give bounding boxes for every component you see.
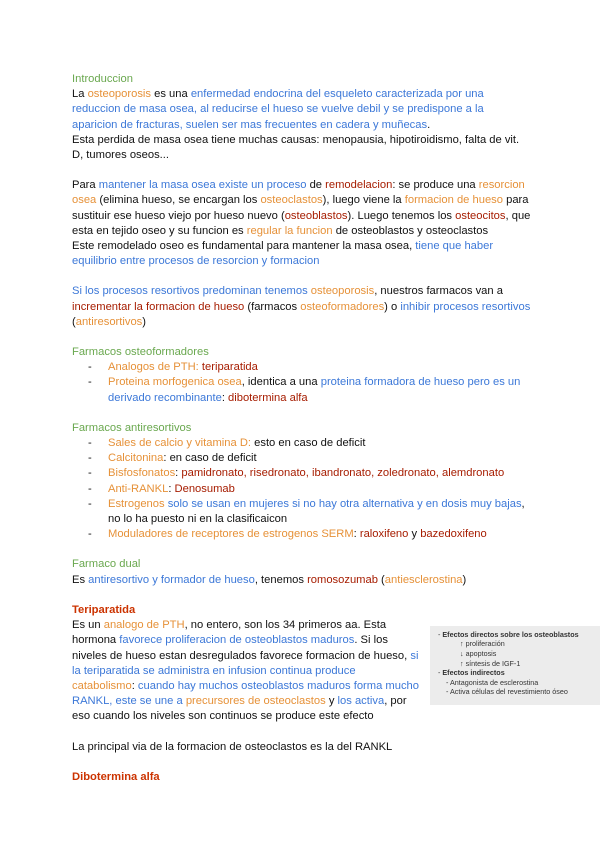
teriparatida-paragraph: Es un analogo de PTH, no entero, son los 34 primeros aa. Esta hormona favorece proliferacion de osteoblastos maduros. Si los niveles de hueso estan desregulados favorece formacion de hueso, si la teriparatida se administra en infusion continua produce catabolismo: cuando hay muchos osteoblastos maduros forma mucho RANKL, este se une a precursores de osteoclastos y los activa, por eso cuando los niveles son continuos se produce este efecto: [72, 619, 420, 723]
effects-direct-item: ↑ proliferación: [460, 639, 505, 649]
osteoformadores-heading: Farmacos osteoformadores: [72, 346, 209, 359]
list-item: - Moduladores de receptores de estrogenos SERM: raloxifeno y bazedoxifeno: [88, 528, 487, 541]
rankl-paragraph: La principal via de la formacion de osteoclastos es la del RANKL: [72, 740, 393, 753]
effects-indirect-title: Efectos indirectos: [442, 668, 505, 678]
antiresortivos-heading: Farmacos antiresortivos: [72, 421, 192, 434]
antiresortivos-list: [72, 436, 532, 542]
document-page: [72, 72, 579, 785]
intro-paragraph-2: Esta perdida de masa osea tiene muchas causas: menopausia, hipotiroidismo, falta de vit. D, tumores oseos...: [72, 133, 520, 162]
effects-indirect-item: Antagonista de esclerostina: [450, 677, 539, 687]
intro-paragraph-1: La osteoporosis es una enfermedad endocrina del esqueleto caracterizada por una reduccion de masa osea, al reducirse el hueso se vuelve debil y se predispone a la aparicion de fracturas, suelen ser mas frecuentes en cadera y muñecas.: [72, 88, 484, 131]
list-item: - Calcitonina: en caso de deficit: [88, 452, 257, 465]
intro-paragraph-4: Este remodelado oseo es fundamental para mantener la masa osea, tiene que haber equilibrio entre procesos de resorcion y formacion: [72, 240, 494, 268]
osteoformadores-list: [72, 360, 532, 406]
intro-heading: Introduccion: [72, 73, 133, 85]
list-item: - Anti-RANKL: Denosumab: [88, 482, 235, 495]
intro-paragraph-5: Si los procesos resortivos predominan tenemos osteoporosis, nuestros farmacos van a incrementar la formacion de hueso (farmacos osteoformadores) o inhibir procesos resortivos (antiresortivos): [72, 285, 531, 328]
list-item: - Analogos de PTH: teriparatida: [88, 361, 258, 374]
list-item: - Bisfosfonatos: pamidronato, risedronato, ibandronato, zoledronato, alemdronato: [88, 467, 505, 480]
effects-indirect-item: Activa células del revestimiento óseo: [450, 687, 568, 697]
effects-figure: - Efectos directos sobre los osteoblastos ↑ proliferación ↓ apoptosis ↑ síntesis de IGF-1 - Efectos indirectos - Antagonista de esclerostina - Activa células del revestimiento óseo: [430, 626, 600, 705]
list-item: - Proteina morfogenica osea, identica a una proteina formadora de hueso pero es un derivado recombinante: dibotermina alfa: [88, 376, 521, 404]
effects-direct-item: ↓ apoptosis: [460, 649, 497, 659]
list-item: - Sales de calcio y vitamina D: esto en caso de deficit: [88, 437, 366, 450]
dibotermina-heading: Dibotermina alfa: [72, 770, 160, 783]
effects-direct-title: Efectos directos sobre los osteoblastos: [442, 629, 579, 639]
intro-paragraph-3: Para mantener la masa osea existe un proceso de remodelacion: se produce una resorcion osea (elimina hueso, se encargan los osteoclastos), luego viene la formacion de hueso para sustituir ese hueso viejo por hueso nuevo (osteoblastos). Luego tenemos los osteocitos, que esta en tejido oseo y su funcion es regular la funcion de osteoblastos y osteoclastos: [72, 179, 531, 237]
teriparatida-section: [72, 603, 579, 725]
dual-heading: Farmaco dual: [72, 558, 141, 571]
teriparatida-heading: Teriparatida: [72, 603, 136, 616]
dual-paragraph: Es antiresortivo y formador de hueso, tenemos romosozumab (antiesclerostina): [72, 573, 467, 586]
list-item: - Estrogenos solo se usan en mujeres si no hay otra alternativa y en dosis muy bajas, no lo ha puesto ni en la clasificaicon: [88, 497, 525, 526]
effects-direct-item: ↑ síntesis de IGF-1: [460, 658, 521, 668]
